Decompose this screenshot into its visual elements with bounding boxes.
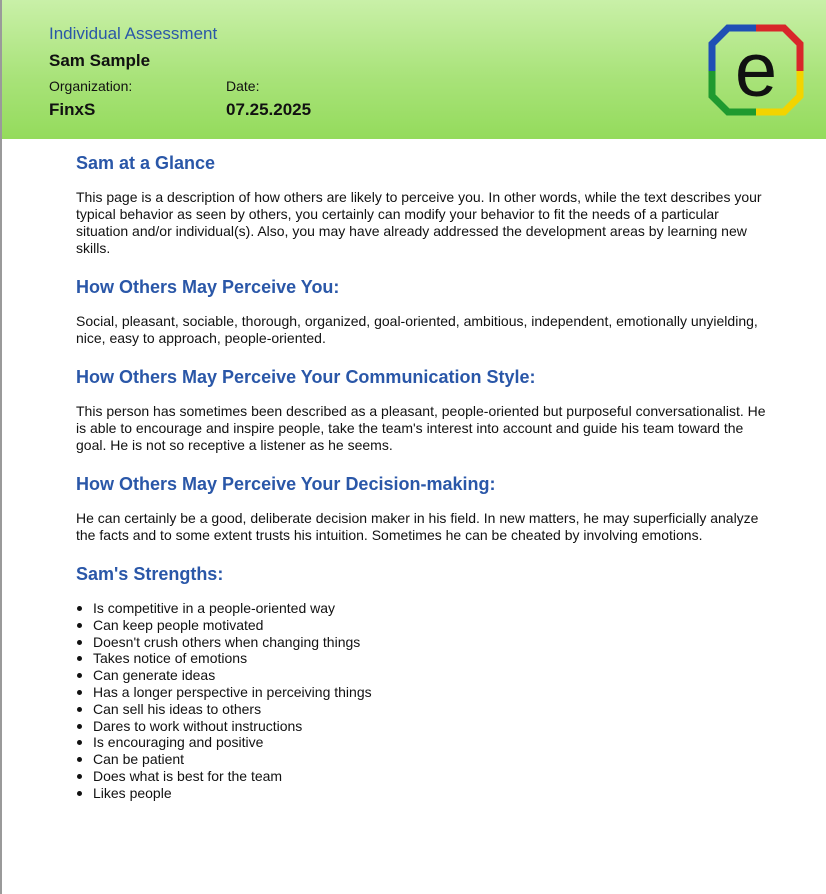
list-item: Has a longer perspective in perceiving things xyxy=(76,684,766,701)
extended-disc-logo-icon xyxy=(708,24,804,118)
section-body: He can certainly be a good, deliberate decision maker in his field. In new matters, he may superficially analyze the facts and to some extent trusts his intuition. Sometimes he can be cheated by involving emotions. xyxy=(76,510,759,543)
list-item: Can keep people motivated xyxy=(76,617,766,634)
logo-letter: e xyxy=(734,28,778,113)
strengths-list xyxy=(76,600,766,802)
list-item: Does what is best for the team xyxy=(76,768,766,785)
section-title: Sam at a Glance xyxy=(76,153,216,173)
list-item: Can be patient xyxy=(76,751,766,768)
section-how-others-perceive xyxy=(76,275,766,347)
date-label: Date: xyxy=(226,78,260,94)
section-communication-style xyxy=(76,365,766,454)
list-item: Can sell his ideas to others xyxy=(76,701,766,718)
date-value: 07.25.2025 xyxy=(226,100,312,119)
section-at-a-glance xyxy=(76,151,766,257)
document-type-label: Individual Assessment xyxy=(49,24,218,43)
section-body: This person has sometimes been described as a pleasant, people-oriented but purposeful conversationalist. He is able to encourage and inspire people, take the team's interest into account and guide his team toward the goal. He is not so receptive a listener as he seems. xyxy=(76,403,766,453)
organization-label: Organization: xyxy=(49,78,133,94)
list-item: Is encouraging and positive xyxy=(76,734,766,751)
section-title: How Others May Perceive Your Decision-making: xyxy=(76,474,496,494)
list-item: Likes people xyxy=(76,785,766,802)
report-content xyxy=(76,151,766,802)
report-header xyxy=(2,0,826,139)
section-title: How Others May Perceive You: xyxy=(76,277,340,297)
list-item: Is competitive in a people-oriented way xyxy=(76,600,766,617)
section-strengths xyxy=(76,562,766,802)
section-title: Sam's Strengths: xyxy=(76,564,224,584)
organization-value: FinxS xyxy=(49,100,96,119)
person-name: Sam Sample xyxy=(49,51,151,70)
section-body: This page is a description of how others are likely to perceive you. In other words, while the text describes your typical behavior as seen by others, you certainly can modify your behavior to fit the needs of a particular situation and/or individual(s). Also, you may have already addressed the development areas by learning new skills. xyxy=(76,189,762,256)
section-title: How Others May Perceive Your Communication Style: xyxy=(76,367,536,387)
list-item: Dares to work without instructions xyxy=(76,718,766,735)
list-item: Can generate ideas xyxy=(76,667,766,684)
list-item: Doesn't crush others when changing things xyxy=(76,634,766,651)
section-decision-making xyxy=(76,472,766,544)
section-body: Social, pleasant, sociable, thorough, organized, goal-oriented, ambitious, independent, emotionally unyielding, nice, easy to approach, people-oriented. xyxy=(76,313,758,346)
list-item: Takes notice of emotions xyxy=(76,650,766,667)
